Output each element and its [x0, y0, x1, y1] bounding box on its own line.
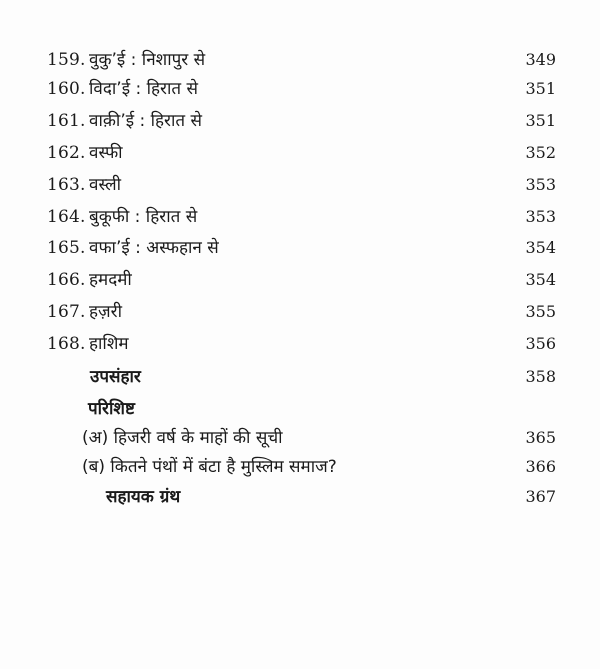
entry-page: 352	[525, 143, 556, 162]
appendix-item-title: (अ) हिजरी वर्ष के माहों की सूची	[82, 428, 283, 448]
entry-page: 351	[525, 79, 556, 98]
toc-entry[interactable]	[0, 265, 600, 295]
appendix-title: परिशिष्ट	[88, 399, 135, 419]
appendix-item-page: 366	[525, 457, 556, 476]
entry-number: 160.	[47, 79, 86, 99]
entry-page: 349	[525, 50, 556, 69]
entry-title: बुकूफी : हिरात से	[89, 207, 198, 227]
toc-entry[interactable]	[0, 202, 600, 232]
toc-appendix-heading[interactable]	[0, 394, 600, 424]
entry-number: 165.	[47, 238, 86, 258]
toc-entry[interactable]	[0, 170, 600, 200]
entry-title: विदा’ई : हिरात से	[89, 79, 198, 99]
toc-epilogue[interactable]	[0, 362, 600, 392]
entry-page: 355	[525, 302, 556, 321]
entry-page: 356	[525, 334, 556, 353]
entry-number: 161.	[47, 111, 86, 131]
entry-page: 353	[525, 175, 556, 194]
entry-title: हमदमी	[89, 270, 132, 290]
entry-title: वस्ली	[89, 175, 121, 195]
appendix-item-page: 365	[525, 428, 556, 447]
entry-page: 354	[525, 238, 556, 257]
entry-number: 162.	[47, 143, 86, 163]
toc-appendix-item[interactable]	[0, 452, 600, 482]
bibliography-page: 367	[525, 487, 556, 506]
entry-number: 168.	[47, 334, 86, 354]
entry-title: वस्फी	[89, 143, 123, 163]
entry-number: 159.	[47, 50, 86, 70]
toc-entry[interactable]	[0, 74, 600, 104]
entry-page: 354	[525, 270, 556, 289]
entry-title: हज़री	[89, 302, 122, 322]
epilogue-title: उपसंहार	[90, 367, 141, 387]
entry-title: हाशिम	[89, 334, 129, 354]
bibliography-title: सहायक ग्रंथ	[106, 487, 181, 507]
entry-number: 164.	[47, 207, 86, 227]
toc-entry[interactable]	[0, 45, 600, 75]
toc-entry[interactable]	[0, 233, 600, 263]
appendix-item-title: (ब) कितने पंथों में बंटा है मुस्लिम समाज?	[82, 457, 337, 477]
entry-number: 163.	[47, 175, 86, 195]
toc-entry[interactable]	[0, 329, 600, 359]
toc-entry[interactable]	[0, 106, 600, 136]
entry-title: वाक़ी’ई : हिरात से	[89, 111, 202, 131]
toc-appendix-item[interactable]	[0, 423, 600, 453]
entry-title: वुकु’ई : निशापुर से	[89, 50, 206, 70]
epilogue-page: 358	[525, 367, 556, 386]
toc-entry[interactable]	[0, 138, 600, 168]
entry-page: 353	[525, 207, 556, 226]
toc-entry[interactable]	[0, 297, 600, 327]
entry-number: 166.	[47, 270, 86, 290]
entry-title: वफा’ई : अस्फहान से	[89, 238, 219, 258]
toc-bibliography[interactable]	[0, 482, 600, 512]
entry-number: 167.	[47, 302, 86, 322]
entry-page: 351	[525, 111, 556, 130]
